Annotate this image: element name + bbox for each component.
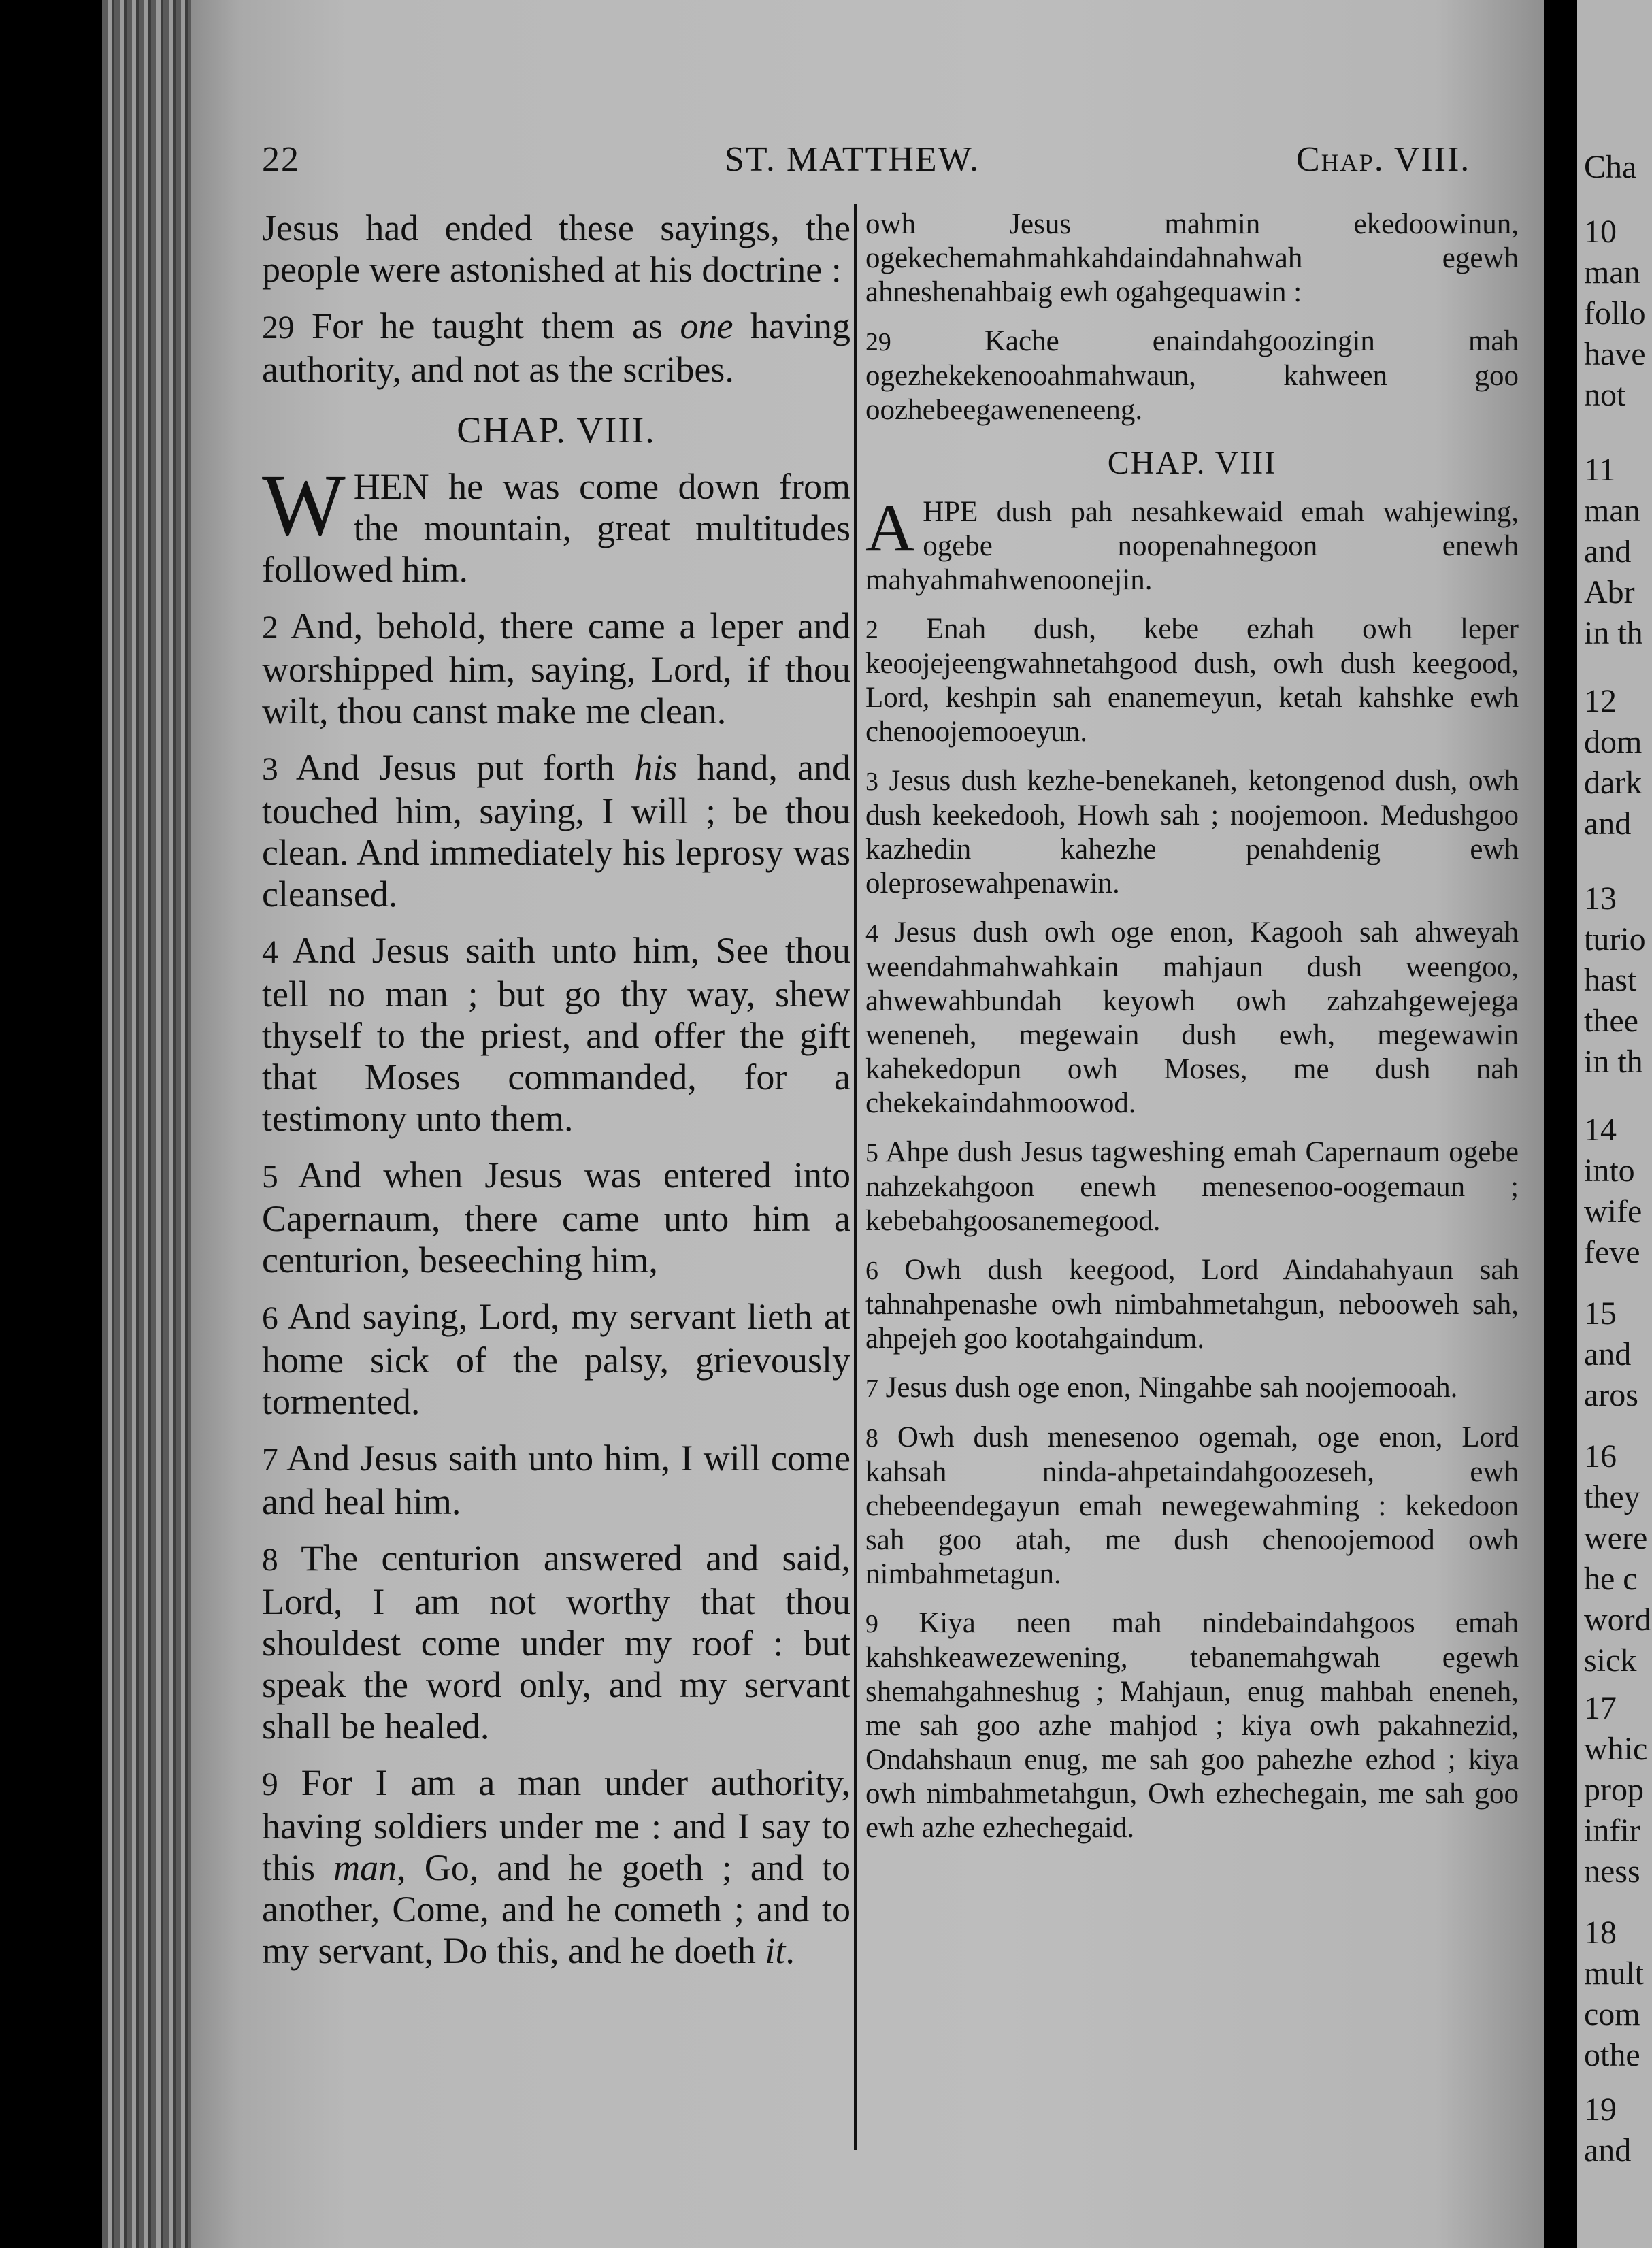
chapter-heading: CHAP. VIII (1107, 445, 1277, 481)
facing-page-text: infir (1584, 1813, 1640, 1849)
verse-2: 2 And, behold, there came a leper and worshipped him, saying, Lord, if thou wilt, thou canst make me clean. (262, 606, 850, 731)
facing-page-text: sick (1584, 1642, 1637, 1679)
column-rule (854, 204, 857, 2150)
running-chapter: Chap. VIII. (1296, 140, 1471, 179)
verse-7: 7 Jesus dush oge enon, Ningahbe sah noojemooah. (865, 1372, 1458, 1404)
verse-8: 8 Owh dush menesenoo ogemah, oge enon, Lord kahsah ninda-ahpetaindahgoozeseh, ewh chebeendegayun emah newegewahming : kekedoon sah goo atah, me dush chenoojemood owh nimbahmetagun. (865, 1421, 1519, 1590)
drop-cap: W (262, 457, 346, 555)
verse-number: 29 (262, 310, 295, 346)
facing-page-text: man (1584, 493, 1640, 529)
facing-page-text: man (1584, 254, 1640, 291)
verse-intro: owh Jesus mahmin ekedoowinun, ogekechemahmahkahdaindahnahwah egewh ahneshenahbaig ewh ogahgequawin : (865, 208, 1519, 308)
facing-page-text: they (1584, 1479, 1640, 1515)
facing-page-text: thee (1584, 1003, 1638, 1039)
facing-page-text: whic (1584, 1731, 1648, 1767)
verse-4: 4 Jesus dush owh oge enon, Kagooh sah ahweyah weendahmahwahkain mahjaun dush weengoo, ahwewahbundah keyowh owh zahzahgewejega weneneh, megewain dush ewh, megewawin kahekedopun owh Moses, me dush nah chekekaindahmoowod. (865, 916, 1519, 1119)
facing-page-text: othe (1584, 2037, 1640, 2073)
facing-page-text: in th (1584, 1044, 1643, 1080)
facing-page-text: wife (1584, 1193, 1642, 1229)
facing-page-text: 19 (1584, 2092, 1617, 2128)
verse-intro: Jesus had ended these sayings, the people were astonished at his doctrine : (262, 208, 850, 290)
facing-page-text: in th (1584, 615, 1643, 651)
verse-5: 5 And when Jesus was entered into Capernaum, there came unto him a centurion, beseeching him, (262, 1155, 850, 1280)
facing-page-text: dom (1584, 724, 1642, 760)
verse-1: AHPE dush pah nesahkewaid emah wahjewing, ogebe noopenahnegoon enewh mahyahmahwenoonejin. (865, 490, 1519, 596)
facing-page-text: turio (1584, 921, 1646, 957)
chapter-heading: CHAP. VIII. (457, 410, 656, 450)
facing-page-text: 16 (1584, 1438, 1617, 1474)
verse-5: 5 Ahpe dush Jesus tagweshing emah Capernaum ogebe nahzekahgoon enewh menesenoo-oogemaun ; kebebahgoosanemegood. (865, 1136, 1519, 1237)
verse-7: 7 And Jesus saith unto him, I will come and heal him. (262, 1438, 850, 1522)
verse-29: 29 For he taught them as one having authority, and not as the scribes. (262, 305, 850, 390)
facing-page-text: not (1584, 377, 1626, 413)
verse-2: 2 Enah dush, kebe ezhah owh leper keoojejeengwahnetahgood dush, owh dush keegood, Lord, keshpin sah enanemeyun, ketah kahshke ewh chenoojemooeyun. (865, 613, 1519, 748)
verse-3: 3 Jesus dush kezhe-benekaneh, ketongenod dush, owh dush keekedooh, Howh sah ; noojemoon. Medushgoo kazhedin kahezhe penahdenig ewh oleprosewahpenawin. (865, 765, 1519, 899)
verse-9: 9 For I am a man under authority, having soldiers under me : and I say to this man, Go, and he goeth ; and to another, Come, and he cometh ; and to my servant, Do this, and he doeth it. (262, 1762, 851, 1971)
page-number: 22 (262, 140, 300, 179)
page-edges (102, 0, 191, 2248)
facing-page-text: he c (1584, 1561, 1638, 1597)
facing-page-text: word (1584, 1602, 1651, 1638)
verse-9: 9 Kiya neen mah nindebaindahgoos emah kahshkeawezewening, tebanemahgwah egewh shemahgahneshug ; Mahjaun, enug mahbah eneneh, me sah goo azhe mahjod ; kiya owh pakahnezid, Ondahshaun enug, me sah goo pahezhe ezhod ; kiya owh nimbahmetahgun, Owh ezhechegain, me sah goo ewh azhe ezhechegaid. (865, 1607, 1519, 1844)
facing-page-text: com (1584, 1996, 1640, 2032)
facing-page-text: ness (1584, 1853, 1640, 1889)
verse-4: 4 And Jesus saith unto him, See thou tell no man ; but go thy way, shew thyself to the priest, and offer the gift that Moses commanded, for a testimony unto them. (262, 930, 850, 1139)
verse-6: 6 And saying, Lord, my servant lieth at home sick of the palsy, grievously tormented. (262, 1296, 850, 1422)
verse-6: 6 Owh dush keegood, Lord Aindahahyaun sah tahnahpenashe owh nimbahmetahgun, nebooweh sah, ahpejeh goo kootahgaindum. (865, 1254, 1519, 1355)
facing-page-text: mult (1584, 1955, 1645, 1991)
facing-page-text: 15 (1584, 1295, 1617, 1332)
drop-cap: A (865, 490, 915, 565)
facing-page-text: Abr (1584, 574, 1635, 610)
ojibwe-column (865, 208, 1519, 1860)
facing-page-text: follo (1584, 295, 1646, 331)
facing-page-text: 18 (1584, 1915, 1617, 1951)
facing-page-text: aros (1584, 1377, 1638, 1413)
facing-page-text: 17 (1584, 1690, 1617, 1726)
book-gutter (1544, 0, 1577, 2248)
facing-page-text: 12 (1584, 683, 1617, 719)
facing-page-text: into (1584, 1153, 1635, 1189)
facing-page-text: and (1584, 806, 1632, 842)
facing-page-text: prop (1584, 1772, 1644, 1808)
verse-3: 3 And Jesus put forth his hand, and touched him, saying, I will ; be thou clean. And immediately his leprosy was cleansed. (262, 747, 851, 914)
facing-page-text: feve (1584, 1234, 1640, 1270)
facing-page-text: hast (1584, 962, 1637, 998)
facing-page-text: 14 (1584, 1112, 1617, 1148)
running-title: ST. MATTHEW. (725, 140, 980, 179)
facing-page-text: dark (1584, 765, 1642, 801)
verse-29: 29 Kache enaindahgoozingin mah ogezhekekenooahmahwaun, kahween goo oozhebeegaweneneeng. (865, 325, 1519, 426)
facing-page-text: were (1584, 1520, 1648, 1556)
facing-page-text: and (1584, 2132, 1632, 2168)
facing-page-text: 10 (1584, 214, 1617, 250)
facing-page-fragment (1577, 0, 1652, 2248)
english-column (262, 208, 850, 1987)
facing-page-text: Cha (1584, 149, 1637, 185)
facing-page-text: and (1584, 1336, 1632, 1372)
verse-1: WHEN he was come down from the mountain, great multitudes followed him. (262, 457, 850, 590)
facing-page-text: and (1584, 533, 1632, 569)
verse-8: 8 The centurion answered and said, Lord, I am not worthy that thou shouldest come under my roof : but speak the word only, and my servant shall be healed. (262, 1538, 850, 1747)
facing-page-text: 13 (1584, 880, 1617, 916)
facing-page-text: 11 (1584, 452, 1616, 488)
facing-page-text: have (1584, 336, 1646, 372)
